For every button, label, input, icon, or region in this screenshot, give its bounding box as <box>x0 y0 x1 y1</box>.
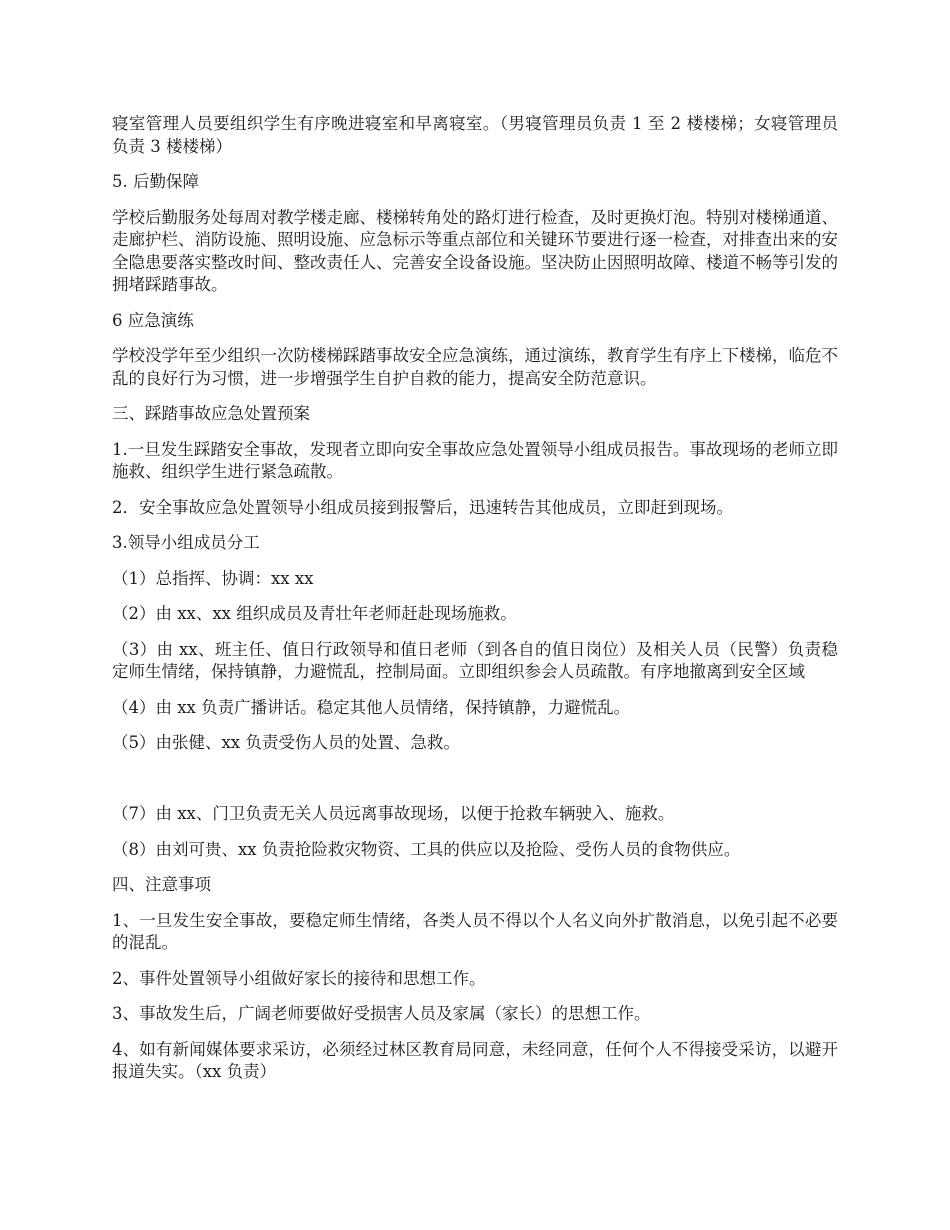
paragraph-drill: 学校没学年至少组织一次防楼梯踩踏事故安全应急演练，通过演练，教育学生有序上下楼梯，临危不乱的良好行为习惯，进一步增强学生自护自救的能力，提高安全防范意识。 <box>112 346 838 388</box>
list-item-role-7: （7）由 xx、门卫负责无关人员远离事故现场，以便于抢救车辆驶入、施救。 <box>112 804 675 823</box>
list-item-role-4: （4）由 xx 负责广播讲话。稳定其他人员情绪，保持镇静，力避慌乱。 <box>112 697 631 717</box>
list-item-role-3: （3）由 xx、班主任、值日行政领导和值日老师（到各自的值日岗位）及相关人员（民警）负责稳定师生情绪，保持镇静，力避慌乱，控制局面。立即组织参会人员疏散。有序地撤离到安全区域 <box>112 639 838 681</box>
paragraph-note-2: 2、事件处置领导小组做好家长的接待和思想工作。 <box>112 968 486 988</box>
paragraph-dorm-management: 寝室管理人员要组织学生有序晚进寝室和早离寝室。（男寝管理员负责 1 至 2 楼楼梯；女寝管理员负责 3 楼楼梯） <box>112 114 838 156</box>
heading-notes: 四、注意事项 <box>112 875 211 894</box>
heading-emergency-plan: 三、踩踏事故应急处置预案 <box>112 404 310 423</box>
paragraph-note-3: 3、事故发生后，广阔老师要做好受损害人员及家属（家长）的思想工作。 <box>112 1004 651 1023</box>
list-item-role-2: （2）由 xx、xx 组织成员及青壮年老师赶赴现场施救。 <box>112 604 517 623</box>
heading-logistics: 5. 后勤保障 <box>112 172 199 191</box>
blank-line <box>112 768 838 791</box>
paragraph-plan-2: 2．安全事故应急处置领导小组成员接到报警后，迅速转告其他成员，立即赶到现场。 <box>112 497 733 517</box>
heading-drill: 6 应急演练 <box>112 310 194 330</box>
paragraph-logistics: 学校后勤服务处每周对教学楼走廊、楼梯转角处的路灯进行检查，及时更换灯泡。特别对楼梯通道、走廊护栏、消防设施、照明设施、应急标示等重点部位和关键环节要进行逐一检查，对排查出来的安全隐患要落实整改时间、整改责任人、完善安全设备设施。坚决防止因照明故障、楼道不畅等引发的拥堵踩踏事故。 <box>112 207 838 294</box>
paragraph-note-1: 1、一旦发生安全事故，要稳定师生情绪，各类人员不得以个人名义向外扩散消息，以免引起不必要的混乱。 <box>112 910 838 952</box>
list-item-role-8: （8）由刘可贵、xx 负责抢险救灾物资、工具的供应以及抢险、受伤人员的食物供应。 <box>112 839 741 859</box>
heading-team-roles: 3.领导小组成员分工 <box>112 533 260 552</box>
list-item-role-1: （1）总指挥、协调：xx xx <box>112 568 314 588</box>
list-item-role-5: （5）由张健、xx 负责受伤人员的处置、急救。 <box>112 733 460 752</box>
paragraph-plan-1: 1.一旦发生踩踏安全事故，发现者立即向安全事故应急处置领导小组成员报告。事故现场的老师立即施救、组织学生进行紧急疏散。 <box>112 439 838 481</box>
document-body <box>112 113 838 1097</box>
paragraph-note-4: 4、如有新闻媒体要求采访，必须经过林区教育局同意，未经同意，任何个人不得接受采访，以避开报道失实。（xx 负责） <box>112 1039 838 1081</box>
